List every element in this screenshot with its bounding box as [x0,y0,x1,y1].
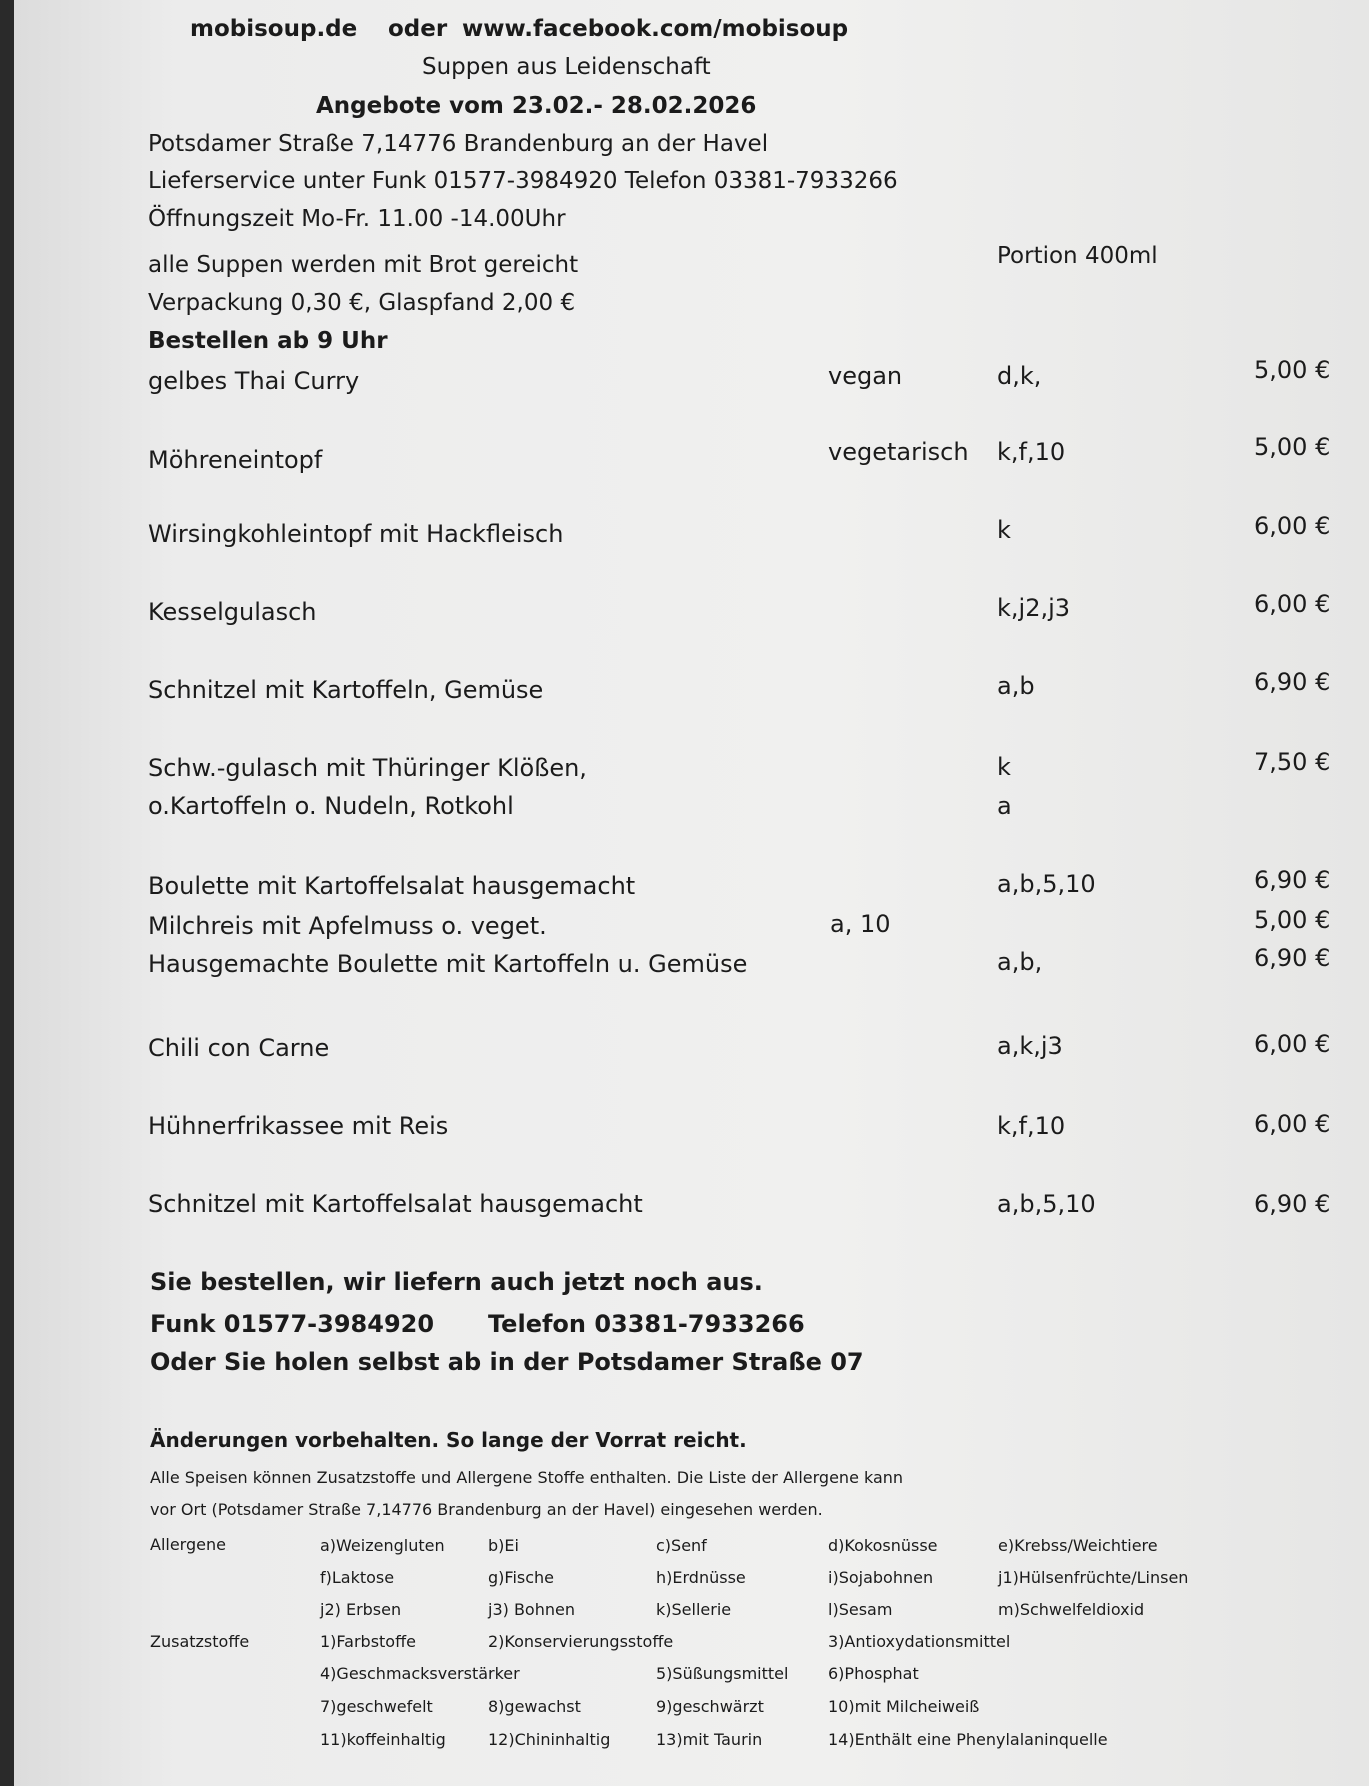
dish-name: Schw.-gulasch mit Thüringer Klößen, [148,754,587,782]
tagline: Suppen aus Leidenschaft [422,54,711,80]
legend-entry: 6)Phosphat [828,1664,919,1683]
legend-entry: g)Fische [488,1568,554,1587]
dish-price: 5,00 € [1254,433,1331,461]
dish-allergens: a,b [997,672,1035,700]
legend-entry: e)Krebss/Weichtiere [998,1536,1158,1555]
dish-allergens: d,k, [997,362,1042,390]
dish-tag: a, 10 [830,910,891,938]
offers-period: Angebote vom 23.02.- 28.02.2026 [316,93,757,119]
legend-entry: f)Laktose [320,1568,395,1587]
legend-entry: j3) Bohnen [488,1600,575,1619]
zusatz-label: Zusatzstoffe [150,1632,250,1651]
dish-allergens: a,k,j3 [997,1032,1063,1060]
bread-note: alle Suppen werden mit Brot gereicht [148,252,579,278]
legend-entry: 1)Farbstoffe [320,1632,416,1651]
opening-hours: Öffnungszeit Mo-Fr. 11.00 -14.00Uhr [148,206,566,232]
dish-price: 5,00 € [1254,356,1331,384]
legend-entry: b)Ei [488,1536,519,1555]
legend-entry: j2) Erbsen [320,1600,402,1619]
packaging-note: Verpackung 0,30 €, Glaspfand 2,00 € [148,290,576,316]
or-word: oder [388,16,448,42]
changes-note: Änderungen vorbehalten. So lange der Vorrat reicht. [150,1428,747,1452]
legend-entry: 4)Geschmacksverstärker [320,1664,520,1683]
legend-entry: h)Erdnüsse [656,1568,746,1587]
portion-size: Portion 400ml [997,243,1158,269]
legend-entry: j1)Hülsenfrüchte/Linsen [998,1568,1189,1587]
dish-name: Hühnerfrikassee mit Reis [148,1112,449,1140]
legend-entry: i)Sojabohnen [828,1568,934,1587]
dish-allergens: a,b, [997,948,1043,976]
dish-price: 5,00 € [1254,906,1331,934]
dish-price: 6,00 € [1254,1110,1331,1138]
dish-allergens: a,b,5,10 [997,1190,1096,1218]
dish-price: 6,00 € [1254,590,1331,618]
dish-allergens: k [997,753,1011,781]
allergy-note-line1: Alle Speisen können Zusatzstoffe und Allergene Stoffe enthalten. Die Liste der Allergene kann [150,1468,904,1487]
address: Potsdamer Straße 7,14776 Brandenburg an der Havel [148,131,769,157]
order-info-line3: Oder Sie holen selbst ab in der Potsdamer Straße 07 [150,1348,864,1376]
website: mobisoup.de [190,16,358,42]
delivery-service: Lieferservice unter Funk 01577-3984920 Telefon 03381-7933266 [148,168,898,194]
dish-allergens: k,f,10 [997,438,1066,466]
legend-entry: 8)gewachst [488,1697,581,1716]
dish-name: Schnitzel mit Kartoffelsalat hausgemacht [148,1190,643,1218]
dish-price: 6,90 € [1254,866,1331,894]
legend-entry: 10)mit Milcheiweiß [828,1697,980,1716]
facebook-link: www.facebook.com/mobisoup [462,16,849,42]
legend-entry: 12)Chininhaltig [488,1730,611,1749]
dish-name: Wirsingkohleintopf mit Hackfleisch [148,520,564,548]
legend-entry: l)Sesam [828,1600,893,1619]
legend-entry: 3)Antioxydationsmittel [828,1632,1011,1651]
dish-allergens: k,f,10 [997,1112,1066,1140]
legend-entry: 5)Süßungsmittel [656,1664,789,1683]
dish-price: 6,90 € [1254,1190,1331,1218]
dish-tag: vegetarisch [828,438,969,466]
dish-allergens: a,b,5,10 [997,870,1096,898]
legend-entry: d)Kokosnüsse [828,1536,938,1555]
dish-name: Schnitzel mit Kartoffeln, Gemüse [148,676,544,704]
legend-entry: 11)koffeinhaltig [320,1730,446,1749]
allergene-label: Allergene [150,1535,226,1554]
legend-entry: 9)geschwärzt [656,1697,764,1716]
legend-entry: 7)geschwefelt [320,1697,433,1716]
dish-name: Chili con Carne [148,1034,330,1062]
dish-price: 7,50 € [1254,748,1331,776]
legend-entry: 14)Enthält eine Phenylalaninquelle [828,1730,1108,1749]
dish-tag: vegan [828,362,903,390]
dish-name: Kesselgulasch [148,598,317,626]
dish-price: 6,90 € [1254,944,1331,972]
dish-price: 6,90 € [1254,668,1331,696]
menu-sheet [14,0,1369,1786]
dish-name-line2: o.Kartoffeln o. Nudeln, Rotkohl [148,792,514,820]
allergy-note-line2: vor Ort (Potsdamer Straße 7,14776 Brandenburg an der Havel) eingesehen werden. [150,1500,823,1519]
order-phone: Telefon 03381-7933266 [488,1310,805,1338]
dish-allergens: k [997,516,1011,544]
dish-price: 6,00 € [1254,1030,1331,1058]
legend-entry: m)Schwelfeldioxid [998,1600,1145,1619]
dish-name: Milchreis mit Apfelmuss o. veget. [148,912,547,940]
dish-allergens: k,j2,j3 [997,594,1071,622]
legend-entry: 13)mit Taurin [656,1730,763,1749]
dish-name: gelbes Thai Curry [148,367,360,395]
dish-name: Boulette mit Kartoffelsalat hausgemacht [148,872,636,900]
legend-entry: k)Sellerie [656,1600,732,1619]
legend-entry: c)Senf [656,1536,707,1555]
dish-name: Möhreneintopf [148,446,323,474]
dish-allergens-line2: a [997,792,1012,820]
order-funk: Funk 01577-3984920 [150,1310,435,1338]
dish-price: 6,00 € [1254,512,1331,540]
legend-entry: a)Weizengluten [320,1536,445,1555]
dish-name: Hausgemachte Boulette mit Kartoffeln u. Gemüse [148,950,748,978]
order-info-line1: Sie bestellen, wir liefern auch jetzt noch aus. [150,1268,763,1296]
order-from: Bestellen ab 9 Uhr [148,328,388,354]
legend-entry: 2)Konservierungsstoffe [488,1632,674,1651]
